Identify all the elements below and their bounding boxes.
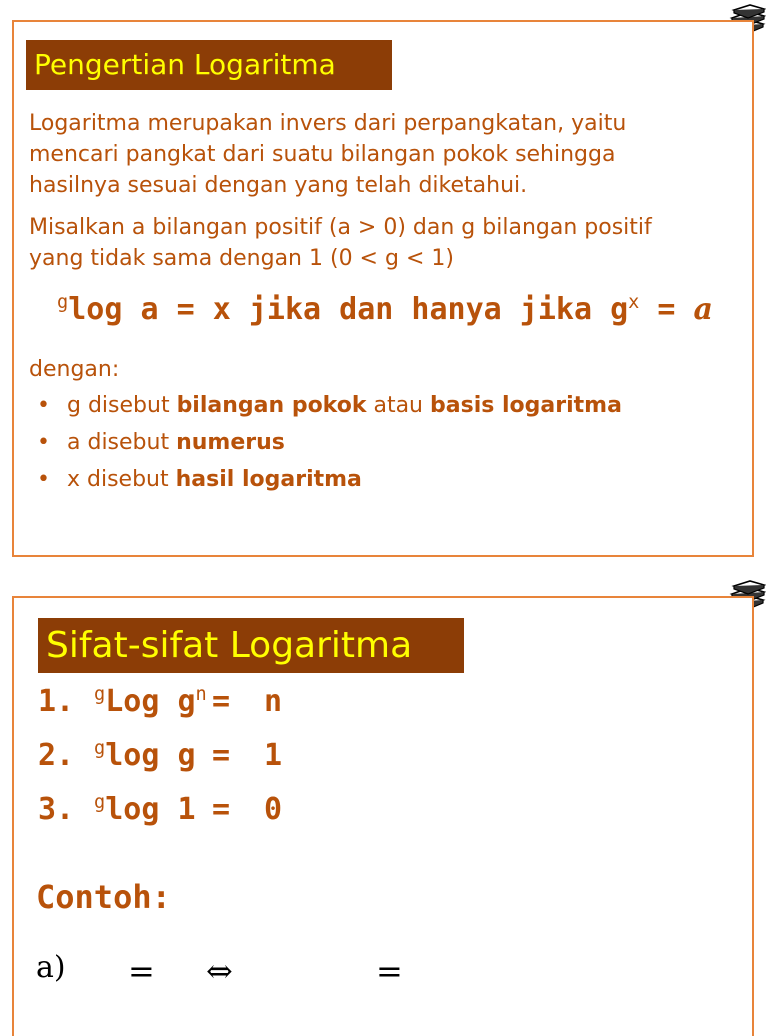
example-label: a) <box>36 950 66 985</box>
formula-equals: = <box>639 292 694 327</box>
slide-title: Sifat-sifat Logaritma <box>38 618 464 673</box>
rule-number: 2. <box>38 738 75 773</box>
paragraph-line: Logaritma merupakan invers dari perpangkatan, yaitu <box>29 111 627 136</box>
rule-base: g <box>94 684 106 705</box>
term-text: g disebut <box>67 393 177 418</box>
equals-symbol: = <box>376 952 403 990</box>
equals-symbol: = <box>128 952 155 990</box>
rule-base: g <box>94 738 106 759</box>
term-text: x disebut <box>67 467 176 492</box>
rule-lhs <box>94 792 212 827</box>
term-bold: numerus <box>176 430 285 455</box>
log-rule <box>38 684 282 719</box>
log-rule <box>38 738 282 773</box>
rule-equals: = <box>212 738 231 773</box>
bullet-icon: • <box>37 430 50 455</box>
rule-exponent: n <box>195 684 207 705</box>
rule-base: g <box>94 792 106 813</box>
rule-result: 1 <box>264 738 283 773</box>
term-text: a disebut <box>67 430 177 455</box>
assumption-paragraph <box>29 212 652 274</box>
term-text: atau <box>366 393 430 418</box>
rule-equals: = <box>212 684 231 719</box>
term-bold: bilangan pokok <box>176 393 367 418</box>
rule-number: 1. <box>38 684 75 719</box>
log-definition-formula <box>14 292 756 327</box>
paragraph-line: mencari pangkat dari suatu bilangan pokok sehingga <box>29 142 616 167</box>
definition-paragraph <box>29 108 626 201</box>
term-bold: hasil logaritma <box>175 467 362 492</box>
slide-sifat <box>12 596 754 1036</box>
paragraph-line: hasilnya sesuai dengan yang telah diketahui. <box>29 173 528 198</box>
iff-symbol: ⇔ <box>206 952 233 990</box>
rule-equals: = <box>212 792 231 827</box>
list-item <box>29 390 622 427</box>
paragraph-line: yang tidak sama dengan 1 (0 < g < 1) <box>29 246 454 271</box>
list-item <box>29 427 622 464</box>
log-rule <box>38 792 282 827</box>
slide-pengertian <box>12 20 754 557</box>
rule-number: 3. <box>38 792 75 827</box>
bullet-icon: • <box>37 467 50 492</box>
formula-rhs: a <box>693 292 713 327</box>
dengan-label: dengan: <box>29 357 120 382</box>
rule-expression: Log g <box>105 684 196 719</box>
rule-expression: log 1 <box>105 792 196 827</box>
rule-lhs <box>94 738 212 773</box>
formula-exponent: x <box>628 292 640 313</box>
rule-lhs <box>94 684 212 719</box>
bullet-icon: • <box>37 393 50 418</box>
paragraph-line: Misalkan a bilangan positif (a > 0) dan g bilangan positif <box>29 215 652 240</box>
term-bold: basis logaritma <box>430 393 622 418</box>
slide-title: Pengertian Logaritma <box>26 40 392 90</box>
rule-result: n <box>264 684 283 719</box>
formula-lhs: log a = x jika dan hanya jika g <box>68 292 629 327</box>
contoh-heading: Contoh: <box>36 878 171 916</box>
rule-result: 0 <box>264 792 283 827</box>
rule-expression: log g <box>105 738 196 773</box>
formula-base: g <box>57 292 69 313</box>
term-list <box>29 390 622 501</box>
list-item <box>29 464 622 501</box>
